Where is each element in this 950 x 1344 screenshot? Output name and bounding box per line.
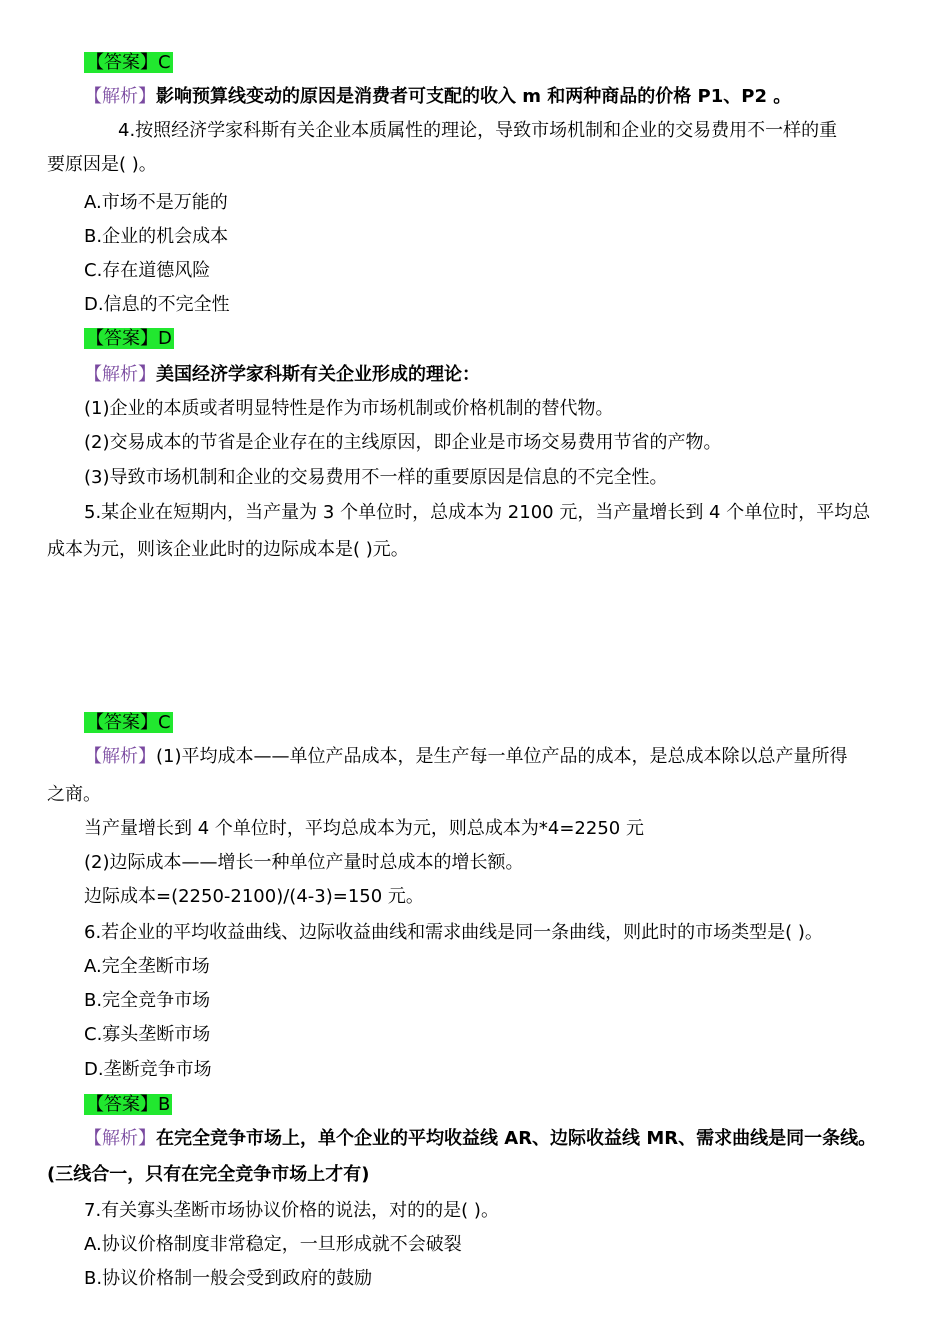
text-line-l32 — [84, 1266, 372, 1292]
analysis-label: 【解析】 — [84, 1128, 156, 1149]
text-line-l29 — [47, 1162, 369, 1188]
body-text: 7.有关寡头垄断市场协议价格的说法，对的的是( )。 — [84, 1200, 499, 1221]
text-line-l17 — [84, 744, 848, 770]
text-line-l15 — [47, 537, 409, 563]
text-line-l14 — [84, 500, 870, 526]
text-line-l02 — [84, 84, 791, 110]
answer-label: 【答案】C — [86, 712, 171, 733]
answer-label: 【答案】C — [86, 52, 171, 73]
text-line-l26 — [84, 1057, 212, 1083]
body-text: A.市场不是万能的 — [84, 192, 228, 213]
text-line-l03 — [118, 118, 837, 144]
text-line-l07 — [84, 258, 210, 284]
body-text: 要原因是( )。 — [47, 154, 157, 175]
text-line-l09 — [84, 326, 174, 352]
text-line-l25 — [84, 1022, 210, 1048]
body-text: 5.某企业在短期内，当产量为 3 个单位时，总成本为 2100 元，当产量增长到 4 个单位时，平均总 — [84, 502, 871, 523]
bold-text: (三线合一，只有在完全竞争市场上才有) — [47, 1164, 370, 1185]
body-text: 6.若企业的平均收益曲线、边际收益曲线和需求曲线是同一条曲线，则此时的市场类型是( )。 — [84, 922, 823, 943]
text-line-l24 — [84, 988, 210, 1014]
body-text: (2)交易成本的节省是企业存在的主线原因，即企业是市场交易费用节省的产物。 — [84, 432, 722, 453]
body-text: (1)平均成本——单位产品成本，是生产每一单位产品的成本，是总成本除以总产量所得 — [156, 746, 848, 767]
answer-label: 【答案】B — [86, 1094, 171, 1115]
body-text: (2)边际成本——增长一种单位产量时总成本的增长额。 — [84, 852, 524, 873]
text-line-l19 — [84, 816, 644, 842]
text-line-l21 — [84, 884, 424, 910]
analysis-label: 【解析】 — [84, 86, 156, 107]
text-line-l27 — [84, 1092, 172, 1118]
bold-text: 在完全竞争市场上，单个企业的平均收益线 AR、边际收益线 MR、需求曲线是同一条线。 — [156, 1128, 877, 1149]
body-text: B.企业的机会成本 — [84, 226, 229, 247]
body-text: 边际成本=(2250-2100)/(4-3)=150 元。 — [84, 886, 424, 907]
bold-text: 美国经济学家科斯有关企业形成的理论： — [156, 364, 480, 385]
text-line-l01 — [84, 50, 173, 76]
body-text: A.协议价格制度非常稳定，一旦形成就不会破裂 — [84, 1234, 462, 1255]
text-line-l23 — [84, 954, 210, 980]
body-text: 之商。 — [47, 784, 101, 805]
body-text: D.垄断竞争市场 — [84, 1059, 212, 1080]
body-text: 成本为元，则该企业此时的边际成本是( )元。 — [47, 539, 409, 560]
text-line-l13 — [84, 465, 668, 491]
answer-label: 【答案】D — [86, 328, 172, 349]
body-text: C.存在道德风险 — [84, 260, 211, 281]
body-text: B.完全竞争市场 — [84, 990, 211, 1011]
text-line-l12 — [84, 430, 722, 456]
text-line-l08 — [84, 292, 230, 318]
body-text: A.完全垄断市场 — [84, 956, 210, 977]
text-line-l06 — [84, 224, 228, 250]
text-line-l05 — [84, 190, 228, 216]
body-text: (1)企业的本质或者明显特性是作为市场机制或价格机制的替代物。 — [84, 398, 614, 419]
text-line-l28 — [84, 1126, 876, 1152]
text-line-l10 — [84, 362, 480, 388]
text-line-l20 — [84, 850, 524, 876]
body-text: B.协议价格制一般会受到政府的鼓励 — [84, 1268, 373, 1289]
body-text: 4.按照经济学家科斯有关企业本质属性的理论，导致市场机制和企业的交易费用不一样的重 — [118, 120, 838, 141]
text-line-l30 — [84, 1198, 499, 1224]
text-line-l16 — [84, 710, 173, 736]
text-line-l18 — [47, 782, 101, 808]
text-line-l04 — [47, 152, 157, 178]
body-text: (3)导致市场机制和企业的交易费用不一样的重要原因是信息的不完全性。 — [84, 467, 668, 488]
text-line-l11 — [84, 396, 614, 422]
analysis-label: 【解析】 — [84, 746, 156, 767]
text-line-l22 — [84, 920, 823, 946]
body-text: 当产量增长到 4 个单位时，平均总成本为元，则总成本为*4=2250 元 — [84, 818, 644, 839]
text-line-l31 — [84, 1232, 462, 1258]
body-text: D.信息的不完全性 — [84, 294, 230, 315]
bold-text: 影响预算线变动的原因是消费者可支配的收入 m 和两种商品的价格 P1、P2 。 — [156, 86, 792, 107]
body-text: C.寡头垄断市场 — [84, 1024, 211, 1045]
analysis-label: 【解析】 — [84, 364, 156, 385]
